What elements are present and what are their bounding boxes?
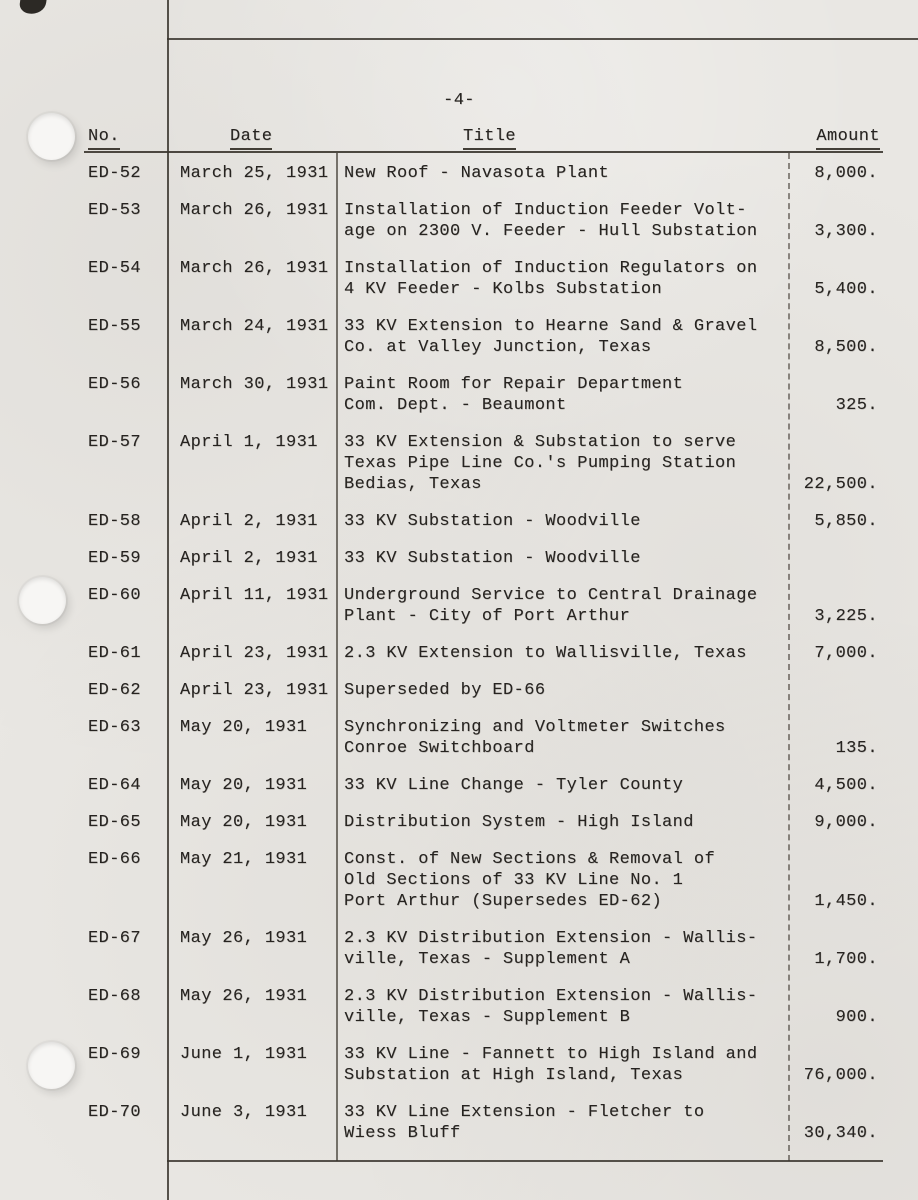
table-row [85,258,882,300]
row-date: June 1, 1931 [180,1045,308,1064]
bottom-horizontal-rule [167,1160,883,1162]
table-row [85,200,882,242]
row-date: May 26, 1931 [180,987,308,1006]
row-no: ED-53 [88,201,142,220]
row-title: Synchronizing and Voltmeter Switches Conroe Switchboard [344,718,726,758]
row-no: ED-68 [88,987,142,1006]
row-title: Paint Room for Repair Department Com. Dept. - Beaumont [344,375,684,415]
row-date: April 11, 1931 [180,586,329,605]
table-row [85,374,882,416]
row-title: Superseded by ED-66 [344,681,546,700]
row-title: 2.3 KV Distribution Extension - Wallis- ville, Texas - Supplement B [344,987,758,1027]
column-header-no-cell [85,126,168,150]
punch-hole-top [28,113,75,160]
row-amount: 76,000. [803,1066,878,1085]
date-title-column-divider [336,153,338,1161]
table-row [85,928,882,970]
punch-hole-middle [19,577,66,624]
row-title: Const. of New Sections & Removal of Old Sections of 33 KV Line No. 1 Port Arthur (Supersedes ED-62) [344,850,716,911]
table-row [85,1102,882,1144]
column-header-amount-cell [790,126,882,150]
row-amount: 5,850. [814,512,878,531]
row-amount: 7,000. [814,644,878,663]
row-amount: 3,300. [814,222,878,241]
row-no: ED-58 [88,512,142,531]
row-date: June 3, 1931 [180,1103,308,1122]
row-date: March 24, 1931 [180,317,329,336]
row-date: April 1, 1931 [180,433,318,452]
row-title: 33 KV Line Change - Tyler County [344,776,684,795]
row-date: April 2, 1931 [180,512,318,531]
punch-hole-bottom [28,1042,75,1089]
row-date: May 21, 1931 [180,850,308,869]
row-date: April 23, 1931 [180,644,329,663]
row-no: ED-69 [88,1045,142,1064]
row-title: 33 KV Extension & Substation to serve Texas Pipe Line Co.'s Pumping Station Bedias, Texas [344,433,737,494]
row-amount: 135. [835,739,878,758]
title-amount-column-divider [788,153,790,1161]
row-date: March 26, 1931 [180,201,329,220]
table-row [85,163,882,184]
column-header-amount: Amount [816,126,880,150]
column-header-no: No. [88,126,120,150]
row-no: ED-70 [88,1103,142,1122]
column-header-title-cell [337,126,790,150]
row-no: ED-66 [88,850,142,869]
row-title: Underground Service to Central Drainage Plant - City of Port Arthur [344,586,758,626]
row-title: Installation of Induction Regulators on 4 KV Feeder - Kolbs Substation [344,259,758,299]
row-amount: 1,700. [814,950,878,969]
page-number: -4- [443,91,475,110]
row-no: ED-56 [88,375,142,394]
row-no: ED-61 [88,644,142,663]
row-no: ED-59 [88,549,142,568]
table-row [85,775,882,796]
row-amount: 8,500. [814,338,878,357]
table-row [85,717,882,759]
row-no: ED-57 [88,433,142,452]
table-row [85,680,882,701]
row-no: ED-62 [88,681,142,700]
row-date: May 20, 1931 [180,813,308,832]
column-header-date: Date [230,126,272,150]
table-row [85,511,882,532]
table-row [85,585,882,627]
row-amount: 4,500. [814,776,878,795]
row-date: May 20, 1931 [180,776,308,795]
header-underline-rule [84,151,883,153]
row-amount: 8,000. [814,164,878,183]
table-row [85,643,882,664]
table-body [85,163,882,1160]
column-header-date-cell [168,126,337,150]
row-no: ED-63 [88,718,142,737]
row-title: 33 KV Extension to Hearne Sand & Gravel Co. at Valley Junction, Texas [344,317,758,357]
table-header-row [85,126,882,150]
row-title: 33 KV Substation - Woodville [344,512,641,531]
row-no: ED-64 [88,776,142,795]
row-date: March 25, 1931 [180,164,329,183]
row-no: ED-67 [88,929,142,948]
row-title: New Roof - Navasota Plant [344,164,610,183]
row-title: 2.3 KV Extension to Wallisville, Texas [344,644,747,663]
row-date: March 26, 1931 [180,259,329,278]
row-date: April 23, 1931 [180,681,329,700]
table-row [85,812,882,833]
row-amount: 5,400. [814,280,878,299]
row-title: 2.3 KV Distribution Extension - Wallis- ville, Texas - Supplement A [344,929,758,969]
row-title: 33 KV Line Extension - Fletcher to Wiess Bluff [344,1103,705,1143]
scan-corner-mark [19,0,48,16]
row-title: Installation of Induction Feeder Volt- age on 2300 V. Feeder - Hull Substation [344,201,758,241]
row-amount: 22,500. [803,475,878,494]
row-amount: 30,340. [803,1124,878,1143]
column-header-title: Title [463,126,516,150]
row-date: April 2, 1931 [180,549,318,568]
table-row [85,548,882,569]
table-row [85,986,882,1028]
row-amount: 1,450. [814,892,878,911]
table-row [85,1044,882,1086]
row-amount: 3,225. [814,607,878,626]
row-title: 33 KV Line - Fannett to High Island and Substation at High Island, Texas [344,1045,758,1085]
row-date: March 30, 1931 [180,375,329,394]
row-no: ED-54 [88,259,142,278]
row-amount: 325. [835,396,878,415]
row-date: May 20, 1931 [180,718,308,737]
row-title: Distribution System - High Island [344,813,694,832]
row-amount: 9,000. [814,813,878,832]
table-row [85,849,882,912]
row-no: ED-52 [88,164,142,183]
row-title: 33 KV Substation - Woodville [344,549,641,568]
row-no: ED-55 [88,317,142,336]
table-row [85,432,882,495]
top-horizontal-rule [167,38,918,40]
row-no: ED-60 [88,586,142,605]
row-amount: 900. [835,1008,878,1027]
row-no: ED-65 [88,813,142,832]
row-date: May 26, 1931 [180,929,308,948]
table-row [85,316,882,358]
